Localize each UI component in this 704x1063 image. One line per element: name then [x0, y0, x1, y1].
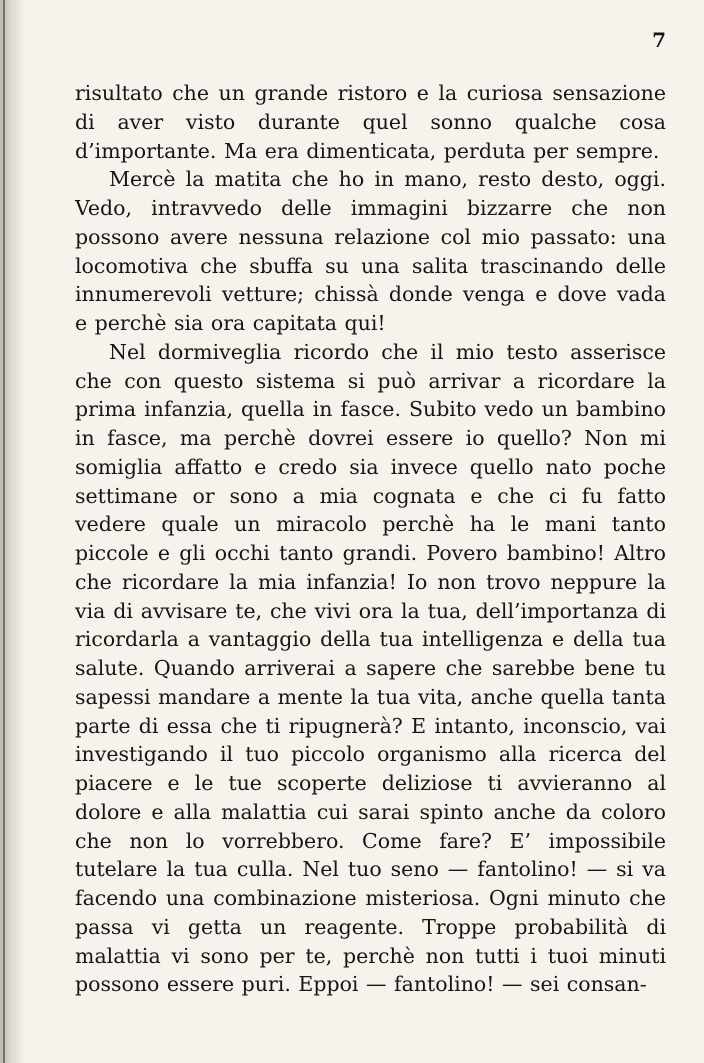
paragraph-1: risultato che un grande ristoro e la curiosa sensazione di aver visto durante quel sonno qualche cosa d’importante. Ma era dimenticata, perduta per sempre.	[75, 81, 666, 163]
paragraph-3: Nel dormiveglia ricordo che il mio testo asserisce che con questo sistema si può arrivar a ricordare la prima infanzia, quella in fasce. Subito vedo un bambino in fasce, ma perchè dovrei essere io quello? Non mi somiglia affatto e credo sia invece quello nato poche settimane or sono a mia cognata e che ci fu fatto vedere quale un miracolo perchè ha le mani tanto piccole e gli occhi tanto grandi. Povero bambino! Altro che ricordare la mia infanzia! Io non trovo neppure la via di avvisare te, che vivi ora la tua, dell’importanza di ricordarla a vantaggio della tua intelligenza e della tua salute. Quando arriverai a sapere che sarebbe bene tu sapessi mandare a mente la tua vita, anche quella tanta parte di essa che ti ripugnerà? E intanto, inconscio, vai investigando il tuo piccolo organismo alla ricerca del piacere e le tue scoperte deliziose ti avvieranno al dolore e alla malattia cui sarai spinto anche da coloro che non lo vorrebbero. Come fare? E’ impossibile tutelare la tua culla. Nel tuo seno — fantolino! — si va facendo una combinazione misteriosa. Ogni minuto che passa vi getta un reagente. Troppe probabilità di malattia vi sono per te, perchè non tutti i tuoi minuti possono essere puri. Eppoi — fantolino! — sei consan-	[75, 339, 666, 997]
paragraph-2: Mercè la matita che ho in mano, resto desto, oggi. Vedo, intravvedo delle immagini bizzarre che non possono avere nessuna relazione col mio passato: una locomotiva che sbuffa su una salita trascinando delle innumerevoli vetture; chissà donde venga e dove vada e perchè sia ora capitata qui!	[75, 167, 666, 335]
body-text	[75, 79, 666, 999]
page-number: 7	[652, 28, 666, 52]
page-binding-edge	[0, 0, 26, 1063]
